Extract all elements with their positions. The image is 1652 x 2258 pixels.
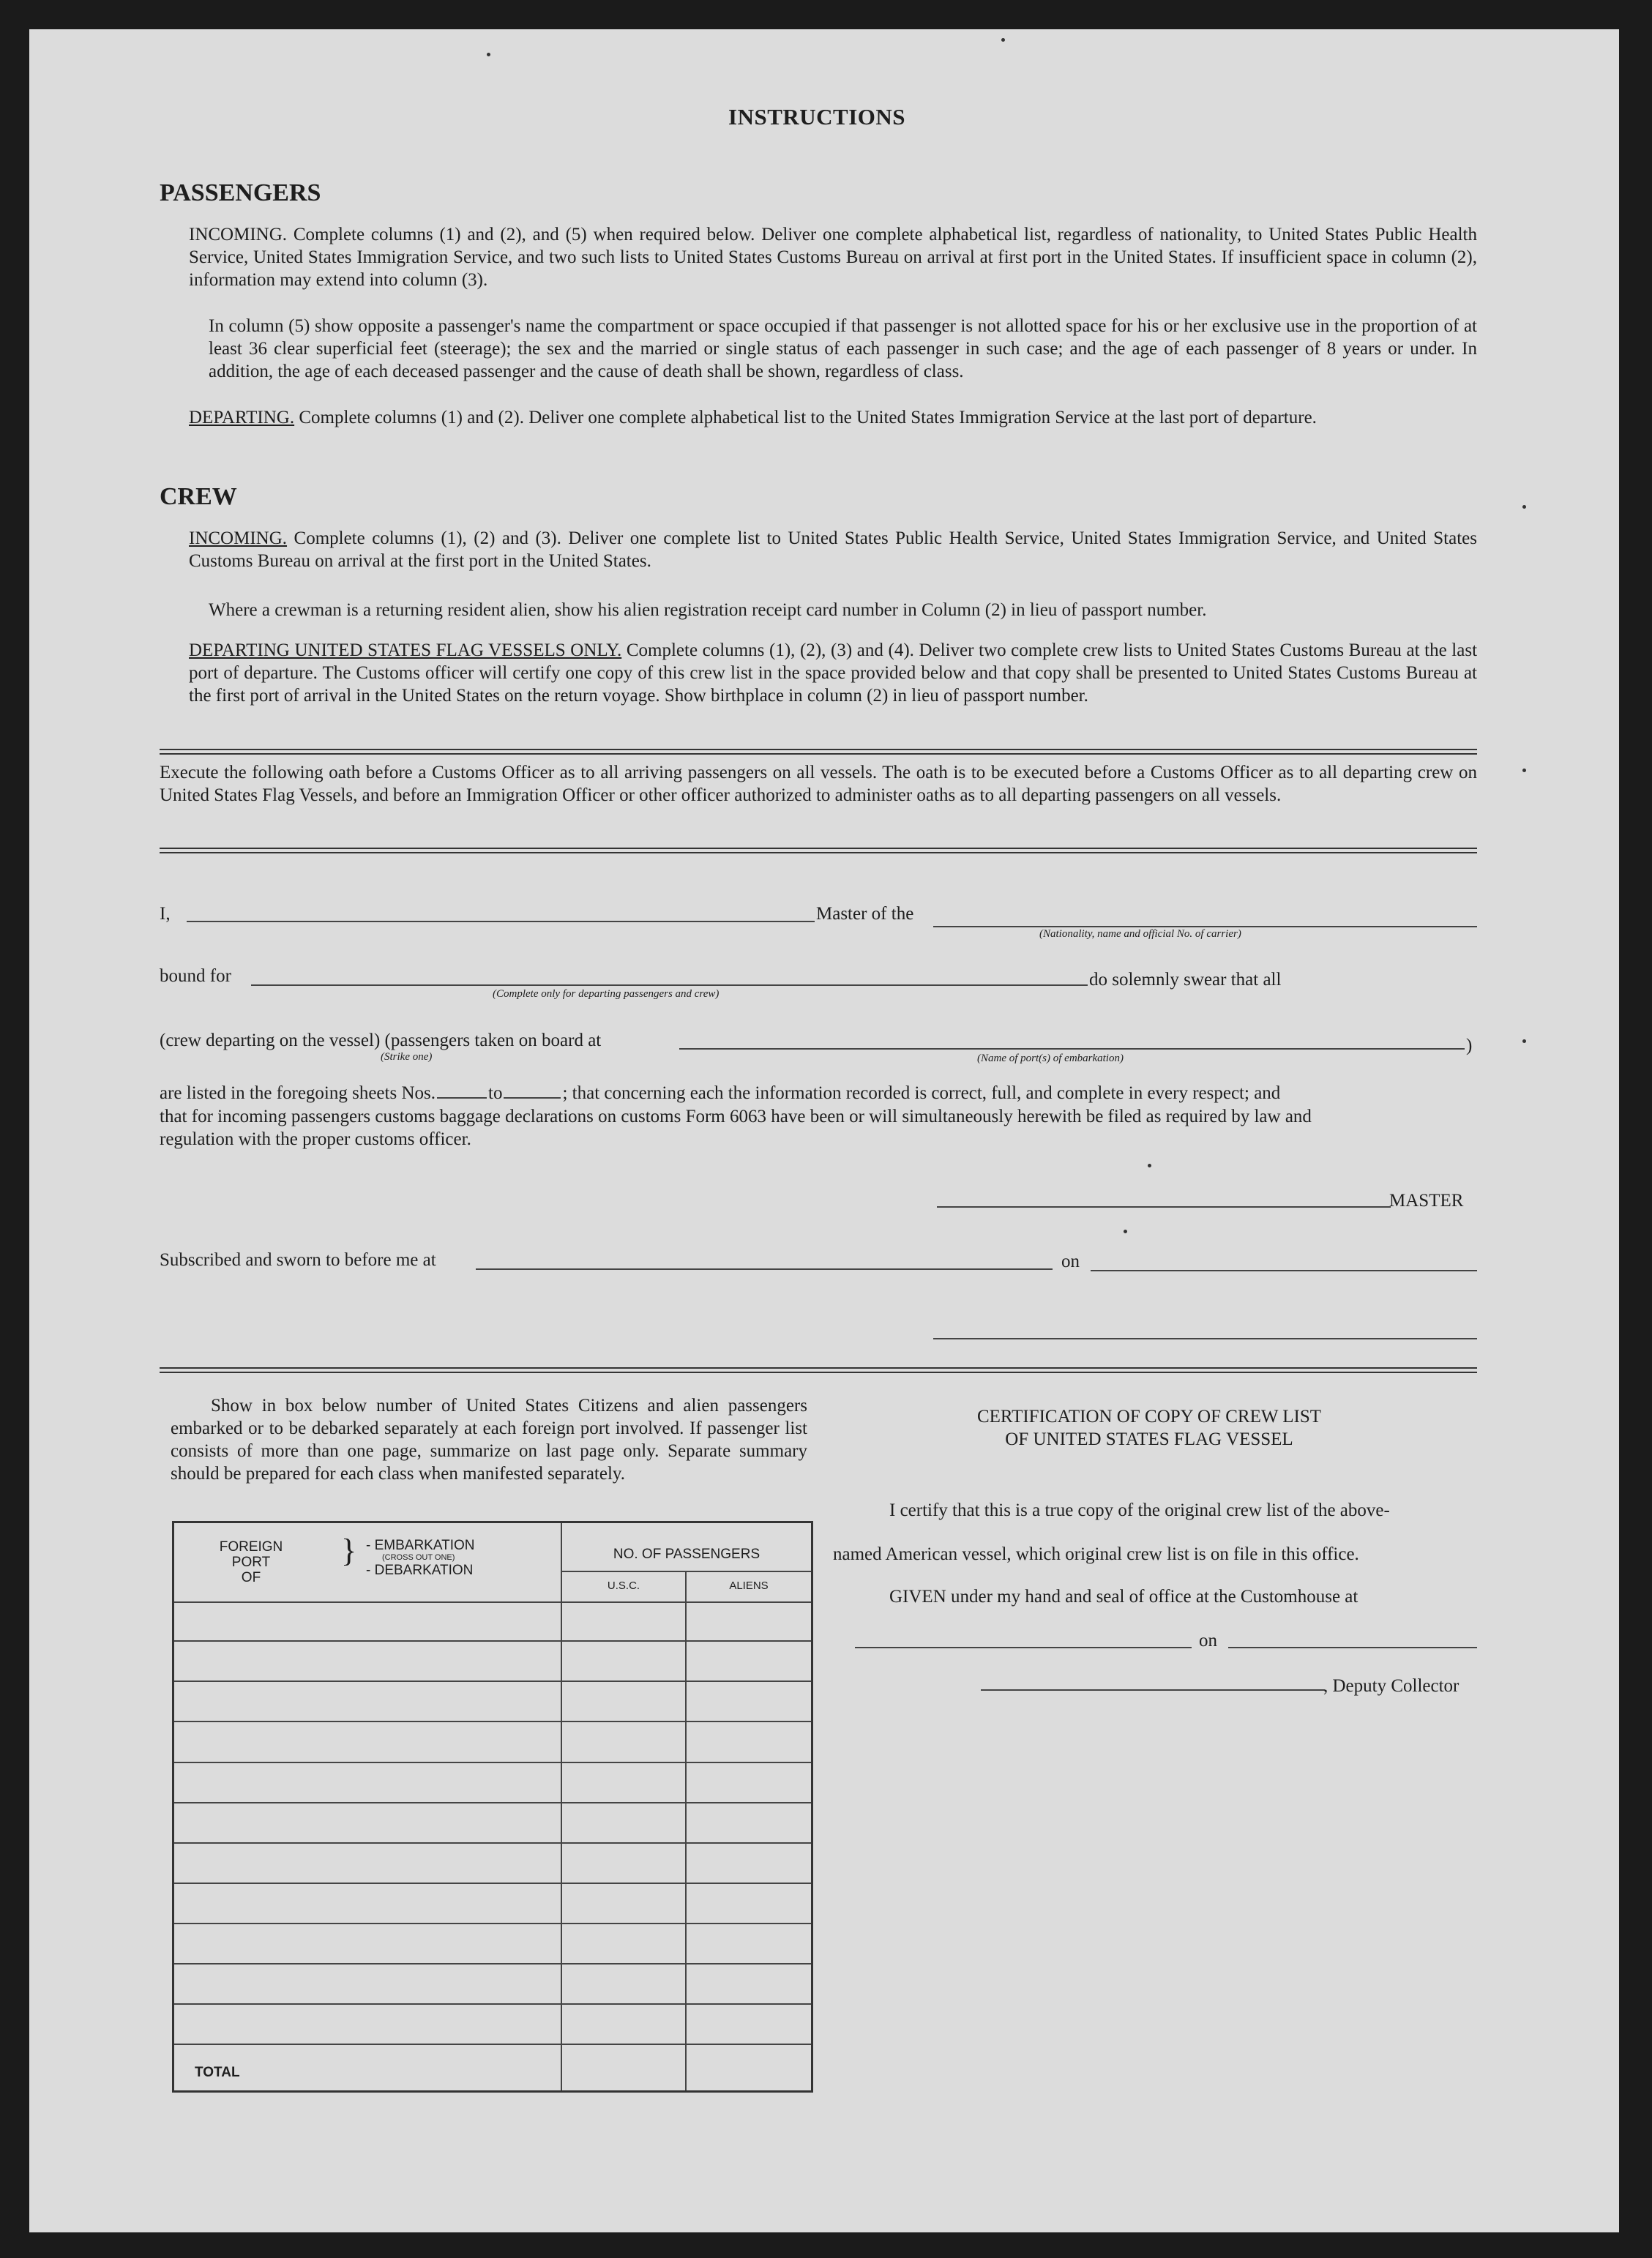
crew-incoming-label: INCOMING. [189,528,288,548]
sworn-on-label: on [1061,1252,1080,1271]
sworn-date-field[interactable] [1091,1270,1477,1271]
strike-caption: (Strike one) [381,1051,433,1063]
table-row [174,1681,811,1682]
subscribed-label: Subscribed and sworn to before me at [160,1250,436,1270]
header-cross-out: (CROSS OUT ONE) [382,1553,455,1562]
passengers-incoming-text: Complete columns (1) and (2), and (5) when required below. Deliver one complete alphabetical list, regardless of nationality, to United States Public Health Service, United States Immigration Service, and two such lists to United States Customs Bureau on arrival at first port in the United States. If insufficient space in column (2), information may extend into column (3). [189,225,1477,290]
passenger-summary-table [172,1521,813,2093]
certification-date-field[interactable] [1228,1647,1477,1648]
table-row [174,1762,811,1763]
crew-departing-label: (crew departing on the vessel) (passengers taken on board at [160,1031,602,1050]
table-row [174,1640,811,1642]
header-of: OF [241,1570,261,1585]
header-port: PORT [231,1555,271,1570]
divider [160,1367,1477,1373]
header-divider [562,1571,811,1572]
scan-speck [1148,1164,1151,1167]
deputy-signature-field[interactable] [981,1689,1325,1691]
close-paren: ) [1466,1036,1473,1055]
header-debarkation: - DEBARKATION [366,1563,474,1578]
bound-caption: (Complete only for departing passengers and crew) [493,988,720,1000]
certification-on-label: on [1199,1631,1217,1650]
certification-heading-1: CERTIFICATION OF COPY OF CREW LIST [976,1407,1322,1427]
listed-line-2: that for incoming passengers customs baggage declarations on customs Form 6063 have been or will simultaneously herewith be filed as required by law and [160,1107,1312,1126]
oath-i-label: I, [160,904,171,924]
embark-debark-header [366,1538,475,1578]
page-title: INSTRUCTIONS [728,104,906,130]
deputy-collector-label: , Deputy Collector [1323,1676,1459,1696]
table-row [174,1923,811,1924]
column-divider [685,1571,687,2090]
header-foreign: FOREIGN [219,1539,283,1555]
embarkation-ports-field[interactable] [679,1048,1465,1050]
sheet-to-field[interactable] [504,1097,561,1099]
listed-suffix: ; that concerning each the information recorded is correct, full, and complete in every respect; and [562,1083,1281,1103]
divider [160,848,1477,853]
master-signature-field[interactable] [937,1206,1391,1208]
table-row [174,1842,811,1844]
usc-header: U.S.C. [607,1580,640,1592]
crew-departing-label: DEPARTING UNITED STATES FLAG VESSELS ONLY. [189,640,622,660]
certification-line-2: named American vessel, which original crew list is on file in this office. [833,1544,1359,1564]
passengers-departing [189,406,1477,429]
swear-label: do solemnly swear that all [1089,970,1282,990]
certification-given: GIVEN under my hand and seal of office at the Customhouse at [889,1587,1358,1607]
total-label: TOTAL [195,2065,240,2080]
header-embarkation: - EMBARKATION [366,1538,475,1553]
scan-speck [487,53,490,56]
passengers-departing-label: DEPARTING. [189,408,295,427]
passengers-incoming-label: INCOMING. [189,225,288,244]
table-row [174,1721,811,1722]
oath-instruction: Execute the following oath before a Customs Officer as to all arriving passengers on all vessels. The oath is to be executed before a Customs Officer as to all departing crew on United States Flag Vessels, and before an Immigration Officer or other officer authorized to administer oaths as to all departing passengers on all vessels. [160,763,1477,805]
passengers-heading: PASSENGERS [160,179,321,206]
brace: } [341,1533,357,1569]
scan-speck [1522,1039,1526,1043]
scan-speck [1001,38,1005,42]
column-divider [561,1523,562,2090]
table-row [174,1601,811,1603]
certification-line-1: I certify that this is a true copy of the original crew list of the above- [889,1500,1390,1520]
listed-line-3: regulation with the proper customs officer. [160,1129,471,1149]
customhouse-field[interactable] [855,1647,1192,1648]
bound-for-label: bound for [160,966,231,986]
listed-to: to [488,1083,503,1103]
master-of-label: Master of the [816,904,914,924]
passengers-column5-text: In column (5) show opposite a passenger's name the compartment or space occupied if that passenger is not allotted space for his or her exclusive use in the proportion of at least 36 clear superficial feet (steerage); the sex and the married or single status of each passenger in such case; and the age of each passenger of 8 years or under. In addition, the age of each deceased passenger and the cause of death shall be shown, regardless of class. [209,316,1477,381]
master-label: MASTER [1389,1191,1464,1211]
bound-for-field[interactable] [251,984,1088,986]
ports-caption: (Name of port(s) of embarkation) [977,1053,1124,1064]
no-passengers-header: NO. OF PASSENGERS [613,1547,760,1562]
foreign-port-header [203,1539,299,1585]
master-name-field[interactable] [187,921,815,922]
table-row [174,1802,811,1803]
listed-line-1 [160,1083,1477,1104]
scan-speck [1522,505,1526,509]
table-row [174,1963,811,1964]
crew-incoming-text: Complete columns (1), (2) and (3). Deliver one complete list to United States Public Health Service, United States Immigration Service, and United States Customs Bureau on arrival at the first port in the United States. [189,528,1477,571]
carrier-caption: (Nationality, name and official No. of carrier) [1039,928,1241,940]
crew-resident-text: Where a crewman is a returning resident alien, show his alien registration receipt card number in Column (2) in lieu of passport number. [209,600,1207,620]
listed-prefix: are listed in the foregoing sheets Nos. [160,1083,436,1103]
divider [160,749,1477,755]
passengers-incoming [189,223,1477,291]
officer-signature-field[interactable] [933,1338,1477,1339]
crew-departing-text: Complete columns (1), (2), (3) and (4). Deliver two complete crew lists to United States Customs Bureau at the last port of departure. The Customs officer will certify one copy of this crew list in the space provided below and that copy shall be presented to United States Customs Bureau at the first port of arrival in the United States on the return voyage. Show birthplace in column (2) in lieu of passport number. [189,640,1478,706]
crew-heading: CREW [160,483,237,510]
aliens-header: ALIENS [729,1580,769,1592]
table-row [174,1883,811,1884]
certification-heading-2: OF UNITED STATES FLAG VESSEL [1005,1429,1293,1449]
scan-speck [1522,769,1526,772]
crew-incoming [189,527,1477,572]
table-row [174,2044,811,2045]
table-row [174,2003,811,2005]
sworn-place-field[interactable] [476,1268,1053,1270]
passengers-departing-text: Complete columns (1) and (2). Deliver one complete alphabetical list to the United States Immigration Service at the last port of departure. [299,408,1317,427]
crew-departing [189,639,1477,707]
carrier-field[interactable] [933,926,1477,927]
sheet-from-field[interactable] [437,1097,487,1099]
summary-note: Show in box below number of United States Citizens and alien passengers embarked or to be debarked separately at each foreign port involved. If passenger list consists of more than one page, summarize on last page only. Separate summary should be prepared for each class when manifested separately. [171,1396,807,1484]
scan-speck [1124,1230,1127,1233]
